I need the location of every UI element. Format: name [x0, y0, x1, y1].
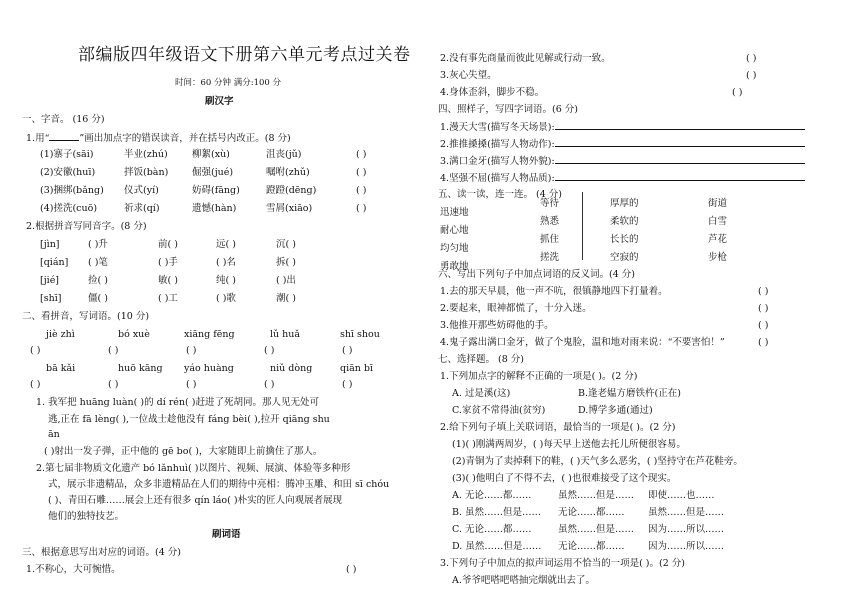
page-title: 部编版四年级语文下册第六单元考点过关卷	[78, 45, 411, 65]
fill-line-2[interactable]: 2.推推搡搡(描写人物动作):	[440, 137, 805, 152]
choice-question-2: 2.给下列句子填上关联词语，最恰当的一项是( )。(2 分)	[440, 422, 676, 433]
write-line[interactable]	[555, 154, 805, 164]
question-heading-1: 一、字音。 (16 分)	[22, 114, 105, 125]
passage-line: 逃,正在 fā lèng( ),一位战士趁他没有 fáng bèi( ),拉开 qiāng shu	[48, 414, 330, 425]
answer-blank[interactable]: ( )	[356, 185, 367, 196]
option-c[interactable]: C.家贫不常得油(贫穷)	[452, 405, 546, 416]
question-instruction: 1.用“ ”画出加点字的错误读音，并在括号内改正。(8 分)	[26, 130, 291, 146]
answer-blank[interactable]: ( )	[356, 167, 367, 178]
passage-line: 式，展示非遗精品，众多非遗精品在人们的期待中亮相：腾冲玉雕、和田 sī chóu	[48, 479, 390, 490]
antonym-sentence-2: 2.要起来，眼神都慌了，十分入迷。	[440, 303, 592, 314]
definition-4: 4.身体歪斜，脚步不稳。	[440, 87, 545, 98]
option-a[interactable]: A. 过是溪(这)	[452, 388, 511, 399]
fill-line-3[interactable]: 3.满口金牙(描写人物外貌):	[440, 154, 805, 169]
fill-line-4[interactable]: 4.坚强不屈(描写人物品质):	[440, 171, 805, 186]
answer-blank[interactable]: ( )	[356, 149, 367, 160]
write-line[interactable]	[555, 171, 805, 181]
antonym-sentence-1: 1.去的那天早晨，他一声不吭，很镇静地四下打量着。	[440, 286, 668, 297]
choice-question-3: 3.下列句子中加点的拟声词运用不恰当的一项是( )。(2 分)	[440, 558, 685, 569]
answer-blank[interactable]: ( )	[346, 564, 357, 575]
answer-blank[interactable]: ( )	[758, 303, 769, 314]
question-heading-4: 四、照样子，写四字词语。(6 分)	[438, 104, 578, 115]
antonym-sentence-3: 3.他推开那些妨碍他的手。	[440, 320, 554, 331]
blank-sentence-1: (1)( )刚满两周岁，( )每天早上送他去托儿所便很容易。	[452, 439, 686, 450]
section-heading-ciyu: 刷词语	[212, 529, 241, 540]
definition-3: 3.灰心失望。	[440, 70, 497, 81]
option-b[interactable]: B.逢老媪方磨铁杵(正在)	[578, 388, 681, 399]
exam-meta: 时间：60 分钟 满分:100 分	[175, 78, 282, 88]
answer-blank[interactable]: ( )	[758, 320, 769, 331]
passage-line: 他们的独特技艺。	[48, 511, 125, 522]
left-column: 部编版四年级语文下册第六单元考点过关卷 时间：60 分钟 满分:100 分 刷汉字 一、字音。 (16 分) 1.用“ ”画出加点字的错误读音，并在括号内改正。(8 分) (1)寨子(sāi) 半业(zhú) 柳絮(xù) 沮丧(jǔ) ( ) (2)安徽(huī) 拌饭(bàn) 倔强(jué) 嘱咐(zhǔ) ( ) (3)捆绑(bǎng) 仪式(yí) 妨碍(fāng) 蹬蹬(dēng) ( ) (4)搓洗(cuō) 祈求(qí) 遗憾(hàn) 雪屑(xiāo) ( ) 2.根据拼音写同音字。(8 分) [jìn] ( )升 前( ) 远( ) 沉( ) [qián] ( )笔 ( )手 ( )名 拆( ) [jié] 捡( ) 敏( ) 纯( ) ( )出 [shī] 僵( ) ( )工 ( )歌 潮( ) 二、看拼音，写词语。(10 分) jiè zhì bó xuè xiāng fēng lǔ huǎ shī shou ( ) ( ) ( ) ( ) ( ) bā kǎi huō kāng yáo huàng niǔ dòng qiān bī ( ) ( ) ( ) ( ) ( ) 1. 我军把 huāng luàn( )的 dí rén( )赶进了死胡同。那人见无处可 逃,正在 fā lèng( ),一位战士趁他没有 fáng bèi( ),拉开 qiāng shu ān ( )射出一发子弹，正中他的 gē bo( )，大家随即上前擒住了那人。 2.第七届非物质文化遗产 bó lǎnhuì( )以图片、视频、展演、体验等多种形 式，展示非遗精品，众多非遗精品在人们的期待中亮相：腾冲玉雕、和田 sī chóu ( )、青田石雕……展会上还有很多 qín láo( )朴实的匠人向观展者展现 他们的独特技艺。 刷词语 三、根据意思写出对应的词语。(4 分) 1.不称心，大可惋惜。 ( )	[22, 45, 411, 575]
blank-sentence-2: (2)青铜为了卖掉剩下的鞋，( )天气多么恶劣，( )坚持守在芦花鞋旁。	[452, 456, 743, 467]
question-heading-3: 三、根据意思写出对应的词语。(4 分)	[22, 547, 181, 558]
write-line[interactable]	[555, 137, 805, 147]
match-divider	[582, 192, 583, 260]
answer-blank[interactable]: ( )	[746, 70, 757, 81]
fill-line-1[interactable]: 1.漫天大雪(描写冬天场景):	[440, 120, 805, 135]
answer-blank[interactable]: ( )	[746, 53, 757, 64]
option-a[interactable]: A.爷爷吧嗒吧嗒抽完烟就出去了。	[452, 575, 595, 586]
answer-blank[interactable]: ( )	[758, 286, 769, 297]
answer-blank[interactable]: ( )	[732, 87, 743, 98]
definition-1: 1.不称心，大可惋惜。	[26, 564, 121, 575]
passage-line: ān	[48, 429, 60, 440]
definition-2: 2.没有事先商量而彼此见解或行动一致。	[440, 53, 611, 64]
option-d[interactable]: D.博学多通(通过)	[578, 405, 653, 416]
passage-line: ( )射出一发子弹，正中他的 gē bo( )，大家随即上前擒住了那人。	[44, 446, 323, 457]
underline-sample	[49, 130, 79, 141]
question-heading-6: 六、写出下列句子中加点词语的反义词。(4 分)	[438, 269, 635, 280]
right-column: 2.没有事先商量而彼此见解或行动一致。 ( ) 3.灰心失望。 ( ) 4.身体歪斜，脚步不稳。 ( ) 四、照样子，写四字词语。(6 分) 1.漫天大雪(描写冬天场景): 2.推推搡搡(描写人物动作): 3.满口金牙(描写人物外貌): 4.坚强不屈(描写人物品质): 五、读一读，连一连。 (4 分) 迅速地 耐心地 均匀地 勇敢地 等待 熟悉 抓住 搓洗 厚厚的 柔软的 长长的 空寂的 街道 白雪 芦花 步枪 六、写出下列句子中加点词语的反义词。(4 分) 1.去的那天早晨，他一声不吭，很镇静地四下打量着。 ( ) 2.要起来，眼神都慌了，十分入迷。 ( ) 3.他推开那些妨碍他的手。 ( ) 4.鬼子露出满口金牙，做了个鬼脸，温和地对雨来说：“不要害怕！” ( ) 七、选择题。 (8 分) 1.下列加点字的解释不正确的一项是( )。(2 分) A. 过是溪(这) B.逢老媪方磨铁杵(正在) C.家贫不常得油(贫穷) D.博学多通(通过) 2.给下列句子填上关联词语，最恰当的一项是( )。(2 分) (1)( )刚满两周岁，( )每天早上送他去托儿所便很容易。 (2)青铜为了卖掉剩下的鞋，( )天气多么恶劣，( )坚持守在芦花鞋旁。 (3)( )他明白了不得不去，( )也很难接受了这个现实。 A. 无论……都…… 虽然……但是…… 即使……也…… B. 虽然……但是…… 无论……都…… 虽然……但是…… C. 无论……都…… 虽然……但是…… 因为……所以…… D. 虽然……但是…… 无论……都…… 因为……所以…… 3.下列句子中加点的拟声词运用不恰当的一项是( )。(2 分) A.爷爷吧嗒吧嗒抽完烟就出去了。	[432, 0, 860, 608]
section-heading-hanzi: 刷汉字	[205, 96, 234, 107]
question-heading-2: 二、看拼音，写词语。(10 分)	[22, 311, 150, 322]
passage-line: 1. 我军把 huāng luàn( )的 dí rén( )赶进了死胡同。那人见无处可	[36, 397, 319, 408]
write-line[interactable]	[555, 120, 805, 130]
passage-line: ( )、青田石雕……展会上还有很多 qín láo( )朴实的匠人向观展者展现	[48, 495, 343, 506]
answer-blank[interactable]: ( )	[356, 203, 367, 214]
question-homophone: 2.根据拼音写同音字。(8 分)	[26, 221, 147, 232]
choice-question-1: 1.下列加点字的解释不正确的一项是( )。(2 分)	[440, 371, 638, 382]
question-heading-5: 五、读一读，连一连。 (4 分)	[438, 189, 562, 200]
passage-line: 2.第七届非物质文化遗产 bó lǎnhuì( )以图片、视频、展演、体验等多种形	[36, 463, 351, 474]
answer-blank[interactable]: ( )	[758, 337, 769, 348]
blank-sentence-3: (3)( )他明白了不得不去，( )也很难接受了这个现实。	[452, 473, 677, 484]
antonym-sentence-4: 4.鬼子露出满口金牙，做了个鬼脸，温和地对雨来说：“不要害怕！”	[440, 337, 725, 348]
question-heading-7: 七、选择题。 (8 分)	[438, 354, 524, 365]
